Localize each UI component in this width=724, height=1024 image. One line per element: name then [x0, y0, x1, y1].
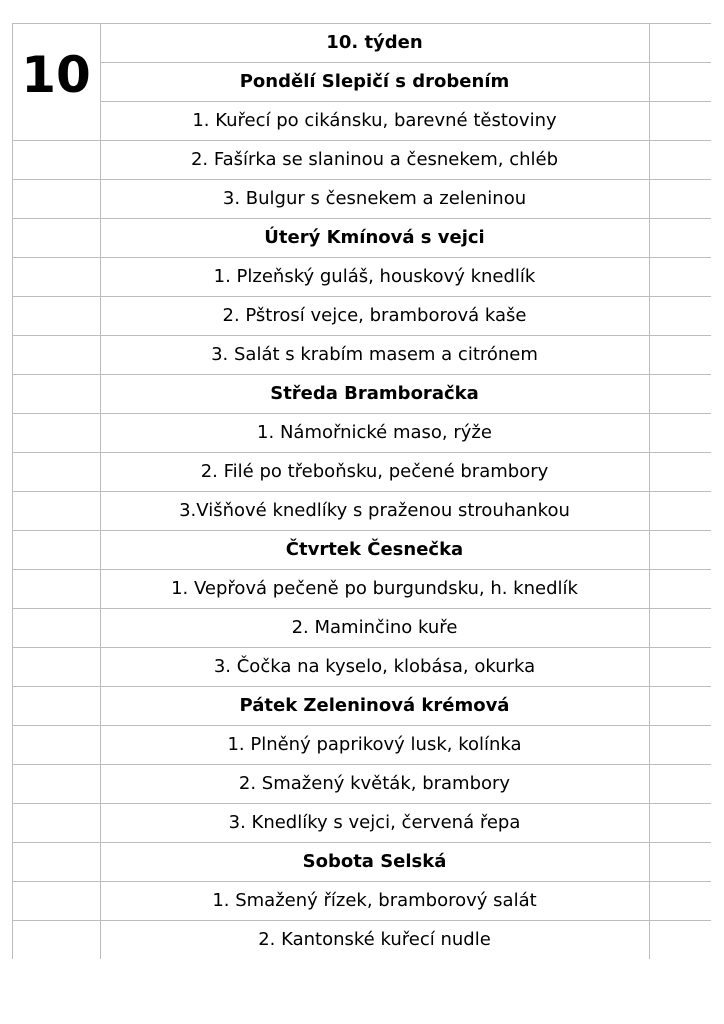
- day-heading: 10. týden: [326, 32, 423, 53]
- menu-item: 3.Višňové knedlíky s praženou strouhankou: [179, 500, 570, 521]
- menu-item: 1. Vepřová pečeně po burgundsku, h. knedlík: [171, 578, 578, 599]
- menu-item: 1. Smažený řízek, bramborový salát: [212, 890, 537, 911]
- menu-item: 1. Plzeňský guláš, houskový knedlík: [213, 266, 536, 287]
- menu-item: 3. Salát s krabím masem a citrónem: [211, 344, 538, 365]
- day-heading: Středa Bramboračka: [270, 383, 479, 404]
- day-heading: Sobota Selská: [302, 851, 447, 872]
- day-heading: Pátek Zeleninová krémová: [239, 695, 510, 716]
- day-heading: Pondělí Slepičí s drobením: [239, 71, 510, 92]
- menu-item: 2. Fašírka se slaninou a česnekem, chléb: [190, 149, 559, 170]
- menu-sheet: [12, 23, 711, 959]
- menu-item: 1. Plněný paprikový lusk, kolínka: [227, 734, 522, 755]
- menu-item: 1. Námořnické maso, rýže: [257, 422, 492, 443]
- menu-item: 2. Pštrosí vejce, bramborová kaše: [222, 305, 527, 326]
- menu-item: 3. Čočka na kyselo, klobása, okurka: [213, 656, 536, 677]
- menu-item: 2. Kantonské kuřecí nudle: [258, 929, 491, 950]
- menu-item: 2. Smažený květák, brambory: [238, 773, 511, 794]
- menu-item: 2. Maminčino kuře: [291, 617, 458, 638]
- week-number: 10: [21, 46, 91, 104]
- day-heading: Čtvrtek Česnečka: [285, 539, 464, 560]
- menu-item: 3. Knedlíky s vejci, červená řepa: [228, 812, 521, 833]
- menu-item: 1. Kuřecí po cikánsku, barevné těstoviny: [192, 110, 557, 131]
- menu-item: 3. Bulgur s česnekem a zeleninou: [222, 188, 527, 209]
- menu-item: 2. Filé po třeboňsku, pečené brambory: [200, 461, 549, 482]
- day-heading: Úterý Kmínová s vejci: [264, 227, 485, 248]
